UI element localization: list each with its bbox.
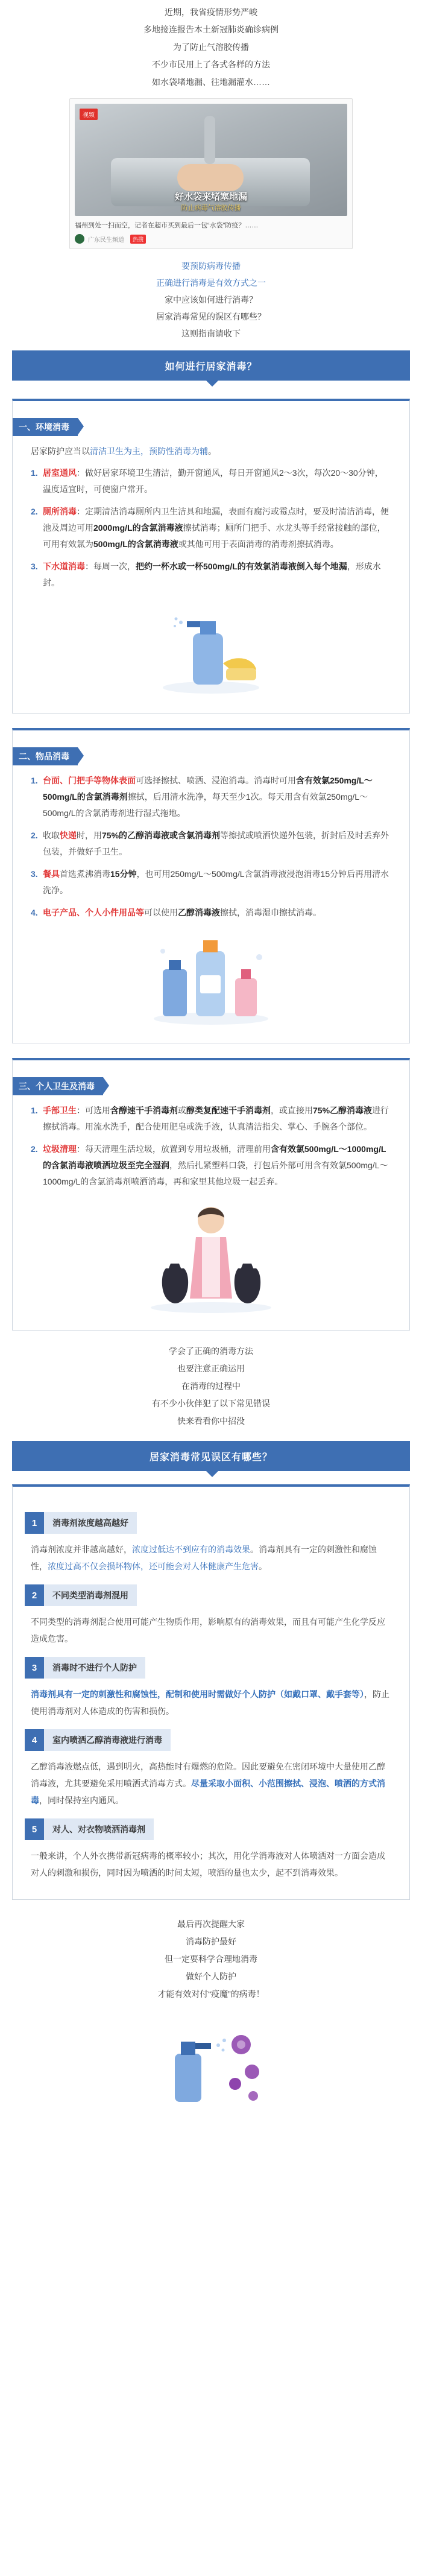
myth-text-part: 消毒剂浓度并非越高越好， bbox=[31, 1545, 132, 1554]
item-number: 2. bbox=[31, 1144, 38, 1154]
item-number: 4. bbox=[31, 908, 38, 917]
list-item bbox=[31, 905, 391, 921]
item-text: ：定期清洁消毒厕所内卫生洁具和地漏，表面有腐污或霉点时，要及时清洁消毒，便池及周边可用 bbox=[43, 507, 389, 533]
myth-text-part: 。 bbox=[259, 1562, 267, 1571]
item-text: 擦拭，后用清水洗净，每天至少1次。每天用含有效氯250mg/L～500mg/L的含氯消毒剂进行湿式拖地。 bbox=[43, 792, 368, 818]
list-item bbox=[31, 559, 391, 591]
disinfectant-bottles-illustration bbox=[145, 927, 277, 1030]
item-text: ，或直接用 bbox=[271, 1106, 313, 1115]
intro-line: 为了防止气溶胶传播 bbox=[173, 42, 249, 52]
spray-virus-illustration bbox=[151, 2011, 271, 2114]
item-text: 首选煮沸消毒 bbox=[60, 869, 110, 879]
source-avatar bbox=[75, 234, 84, 244]
myth-text-part: 不同类型的消毒剂混合使用可能产生物质作用，影响原有的消毒效果，而且有可能产生化学反应造成危害。 bbox=[31, 1617, 385, 1644]
item-text: 等擦拭或喷洒快递外包装，折封后及时丢弃外包装，并做好手卫生。 bbox=[43, 831, 389, 856]
list-item bbox=[31, 504, 391, 552]
news-meta bbox=[75, 234, 347, 244]
item-text: ：每周一次， bbox=[85, 562, 136, 571]
outro-line: 学会了正确的消毒方法 bbox=[169, 1346, 253, 1356]
myth-text-part: ，防止使用消毒剂对人体造成的伤害和损伤。 bbox=[31, 1689, 389, 1716]
banner-title: 如何进行居家消毒？ bbox=[165, 361, 257, 372]
outro-line: 在消毒的过程中 bbox=[181, 1381, 241, 1391]
myth-highlight: 浓度过低达不到应有的消毒效果 bbox=[132, 1545, 250, 1554]
lead-text: 居家防护应当以 bbox=[31, 446, 90, 456]
list-item bbox=[31, 866, 391, 899]
outro-text bbox=[0, 1331, 422, 1430]
section-title: 三、个人卫生及消毒 bbox=[13, 1077, 103, 1095]
item-keyword: 手部卫生 bbox=[43, 1106, 77, 1115]
ending-line: 但一定要科学合理地消毒 bbox=[165, 1954, 257, 1964]
intro-line: 多地接连报告本土新冠肺炎确诊病例 bbox=[143, 25, 279, 34]
list-item bbox=[31, 1141, 391, 1190]
myth-heading bbox=[25, 1818, 391, 1840]
item-text: 擦拭消毒；厕所门把手、水龙头等手经常接触的部位，可用有效氯为 bbox=[43, 523, 386, 549]
item-bold: 2000mg/L的含氯消毒液 bbox=[93, 523, 183, 533]
list-item bbox=[31, 1103, 391, 1135]
myth-label: 不同类型消毒剂混用 bbox=[44, 1584, 137, 1606]
item-bold: 15分钟 bbox=[110, 869, 137, 879]
item-text: 或其他可用于表面消毒的消毒剂擦拭消毒。 bbox=[178, 539, 339, 549]
ending-text bbox=[0, 1900, 422, 2003]
item-number: 2. bbox=[31, 507, 38, 516]
myth-text bbox=[31, 1613, 391, 1647]
hot-tag: 热搜 bbox=[130, 235, 146, 244]
myth-number: 4 bbox=[25, 1729, 44, 1751]
news-source: 广东民生频道 bbox=[88, 236, 124, 244]
question-line: 要预防病毒传播 bbox=[181, 261, 241, 271]
item-number: 1. bbox=[31, 776, 38, 785]
myth-highlight: 浓度过高不仅会损坏物体，还可能会对人体健康产生危害 bbox=[48, 1562, 259, 1571]
section-lead bbox=[31, 443, 391, 459]
myth-number: 1 bbox=[25, 1512, 44, 1534]
myth-highlight: 消毒剂具有一定的刺激性和腐蚀性，配制和使用时需做好个人防护（如戴口罩、戴手套等） bbox=[31, 1689, 364, 1699]
item-bold: 75%的乙醇消毒液或含氯消毒剂 bbox=[102, 831, 221, 840]
question-line: 这则指南请收下 bbox=[181, 329, 241, 338]
item-bold: 500mg/L的含氯消毒液 bbox=[93, 539, 178, 549]
environment-disinfection-box bbox=[12, 399, 410, 714]
item-keyword: 餐具 bbox=[43, 869, 60, 879]
item-text: ：每天清理生活垃圾，放置到专用垃圾桶，清理前用 bbox=[77, 1144, 271, 1154]
item-text: 擦拭，消毒湿巾擦拭消毒。 bbox=[220, 908, 321, 917]
ending-line: 才能有效对付“疫魔”的病毒！ bbox=[157, 1989, 265, 1999]
myth-heading bbox=[25, 1584, 391, 1606]
question-line: 家中应该如何进行消毒？ bbox=[165, 295, 257, 305]
item-keyword: 台面、门把手等物体表面 bbox=[43, 776, 136, 785]
myth-text-part: 乙醇消毒液燃点低，遇到明火，高热能时有爆燃的危险。因此要避免在密闭环境中大量使用乙醇消毒液，尤其要避免采用喷洒式消毒方式。 bbox=[31, 1762, 385, 1788]
list-item bbox=[31, 828, 391, 860]
item-bold: 含有效氯250mg/L～500mg/L的含氯消毒剂 bbox=[43, 776, 373, 802]
item-bold: 含有效氯500mg/L～1000mg/L的含氯消毒液喷洒垃圾至完全湿润 bbox=[43, 1144, 386, 1170]
faucet-image bbox=[204, 116, 215, 164]
item-bold: 醇类复配速干手消毒剂 bbox=[186, 1106, 271, 1115]
myth-number: 2 bbox=[25, 1584, 44, 1606]
news-video-card[interactable] bbox=[69, 98, 353, 249]
lead-highlight: 清洁卫生为主，预防性消毒为辅 bbox=[90, 446, 208, 456]
item-text: 可选择擦拭、喷洒、浸泡消毒。消毒时可用 bbox=[136, 776, 296, 785]
myth-label: 对人、对衣物喷洒消毒剂 bbox=[44, 1818, 154, 1840]
myth-label: 消毒剂浓度越高越好 bbox=[44, 1512, 137, 1534]
item-text: ，然后扎紧塑料口袋，打包后外部可用含有效氯500mg/L～1000mg/L的含氯消毒剂喷洒消毒，再和家里其他垃圾一起丢弃。 bbox=[43, 1160, 388, 1186]
spray-cleaning-illustration bbox=[151, 597, 271, 700]
item-disinfection-box bbox=[12, 728, 410, 1043]
lead-text: 。 bbox=[208, 446, 216, 456]
myth-text-part: 一般来讲，个人外衣携带新冠病毒的概率较小；其次，用化学消毒液对人体喷洒对一方面会造成对人的刺激和损伤，同时因为喷洒的时间太短，喷洒的量也太少，起不到消毒效果。 bbox=[31, 1851, 385, 1878]
item-bold: 含醇速干手消毒剂 bbox=[110, 1106, 178, 1115]
item-keyword: 电子产品、个人小件用品等 bbox=[43, 908, 144, 917]
item-number: 1. bbox=[31, 468, 38, 478]
myth-heading bbox=[25, 1512, 391, 1534]
item-text: ，形成水封。 bbox=[43, 562, 381, 587]
hands-image bbox=[177, 164, 244, 191]
item-text: 时，用 bbox=[77, 831, 102, 840]
myth-text bbox=[31, 1758, 391, 1809]
myth-text bbox=[31, 1686, 391, 1720]
section-title: 一、环境消毒 bbox=[13, 418, 78, 436]
item-bold: 75%乙醇消毒液 bbox=[313, 1106, 373, 1115]
myth-label: 消毒时不进行个人防护 bbox=[44, 1657, 145, 1679]
list-item bbox=[31, 773, 391, 821]
question-line: 正确进行消毒是有效方式之一 bbox=[156, 278, 266, 288]
myth-label: 室内喷洒乙醇消毒液进行消毒 bbox=[44, 1729, 171, 1751]
question-line: 居家消毒常见的误区有哪些？ bbox=[156, 312, 266, 321]
item-keyword: 快递 bbox=[60, 831, 77, 840]
myth-heading bbox=[25, 1657, 391, 1679]
item-text: ：做好居家环境卫生清洁，勤开窗通风，每日开窗通风2～3次，每次20～30分钟，温度适宜时，可使窗户常开。 bbox=[43, 468, 383, 494]
myth-heading bbox=[25, 1729, 391, 1751]
intro-line: 如水袋堵地漏、往地漏灌水…… bbox=[152, 77, 270, 87]
item-text: ，也可用250mg/L～500mg/L含氯消毒液浸泡消毒15分钟后再用清水洗净。 bbox=[43, 869, 389, 895]
video-badge: 视频 bbox=[80, 109, 98, 120]
item-bold: 把约一杯水或一杯500mg/L的有效氯消毒液倒入每个地漏 bbox=[136, 562, 347, 571]
item-keyword: 垃圾清理 bbox=[43, 1144, 77, 1154]
garbage-disposal-illustration bbox=[142, 1196, 280, 1317]
item-keyword: 下水道消毒 bbox=[43, 562, 85, 571]
item-number: 2. bbox=[31, 831, 38, 840]
section-banner-myths bbox=[12, 1441, 410, 1471]
myth-text-part: 。消毒剂具有一定的刺激性和腐蚀性， bbox=[31, 1545, 377, 1571]
myth-number: 3 bbox=[25, 1657, 44, 1679]
section-banner-how-to-disinfect bbox=[12, 350, 410, 381]
outro-line: 有不少小伙伴犯了以下常见错误 bbox=[152, 1399, 270, 1408]
myth-number: 5 bbox=[25, 1818, 44, 1840]
intro-text bbox=[0, 0, 422, 91]
myths-section bbox=[12, 1484, 410, 1900]
myth-text bbox=[31, 1541, 391, 1575]
news-video-thumbnail[interactable] bbox=[75, 104, 347, 216]
item-text: ：可选用 bbox=[77, 1106, 110, 1115]
item-text: 收取 bbox=[43, 831, 60, 840]
video-overlay-subtitle: 防止病毒气溶胶传播 bbox=[181, 204, 241, 212]
item-number: 1. bbox=[31, 1106, 38, 1115]
myth-text-part: ，同时保持室内通风。 bbox=[39, 1796, 124, 1805]
item-text: 可以使用 bbox=[144, 908, 178, 917]
item-number: 3. bbox=[31, 869, 38, 879]
section-title: 二、物品消毒 bbox=[13, 747, 78, 765]
intro-line: 近期，我省疫情形势严峻 bbox=[165, 7, 257, 17]
list-item bbox=[31, 465, 391, 498]
item-keyword: 居室通风 bbox=[43, 468, 77, 478]
outro-line: 快来看看你中招没 bbox=[177, 1416, 245, 1426]
ending-line: 做好个人防护 bbox=[186, 1972, 236, 1981]
myth-text bbox=[31, 1847, 391, 1881]
personal-hygiene-box bbox=[12, 1058, 410, 1331]
item-keyword: 厕所消毒 bbox=[43, 507, 77, 516]
item-number: 3. bbox=[31, 562, 38, 571]
item-text: 或 bbox=[178, 1106, 186, 1115]
banner-title: 居家消毒常见误区有哪些？ bbox=[149, 1452, 272, 1463]
ending-line: 消毒防护最好 bbox=[186, 1937, 236, 1946]
myth-highlight: 尽量采取小面积、小范围擦拭、浸泡、喷洒的方式消毒 bbox=[31, 1779, 385, 1805]
news-caption: 福州到处一扫而空，记者在超市买到最后一包“水袋”防疫？…… bbox=[75, 222, 259, 229]
outro-line: 也要注意正确运用 bbox=[177, 1364, 245, 1373]
video-overlay-title: 好水袋来堵塞地漏 bbox=[174, 192, 247, 202]
ending-line: 最后再次提醒大家 bbox=[177, 1919, 245, 1929]
item-text: 进行擦拭消毒。用流水洗手，配合使用肥皂或洗手液，认真清洁指尖、掌心、手腕各个部位。 bbox=[43, 1106, 389, 1131]
intro-line: 不少市民用上了各式各样的方法 bbox=[152, 60, 270, 69]
item-bold: 乙醇消毒液 bbox=[178, 908, 220, 917]
question-list bbox=[0, 258, 422, 342]
